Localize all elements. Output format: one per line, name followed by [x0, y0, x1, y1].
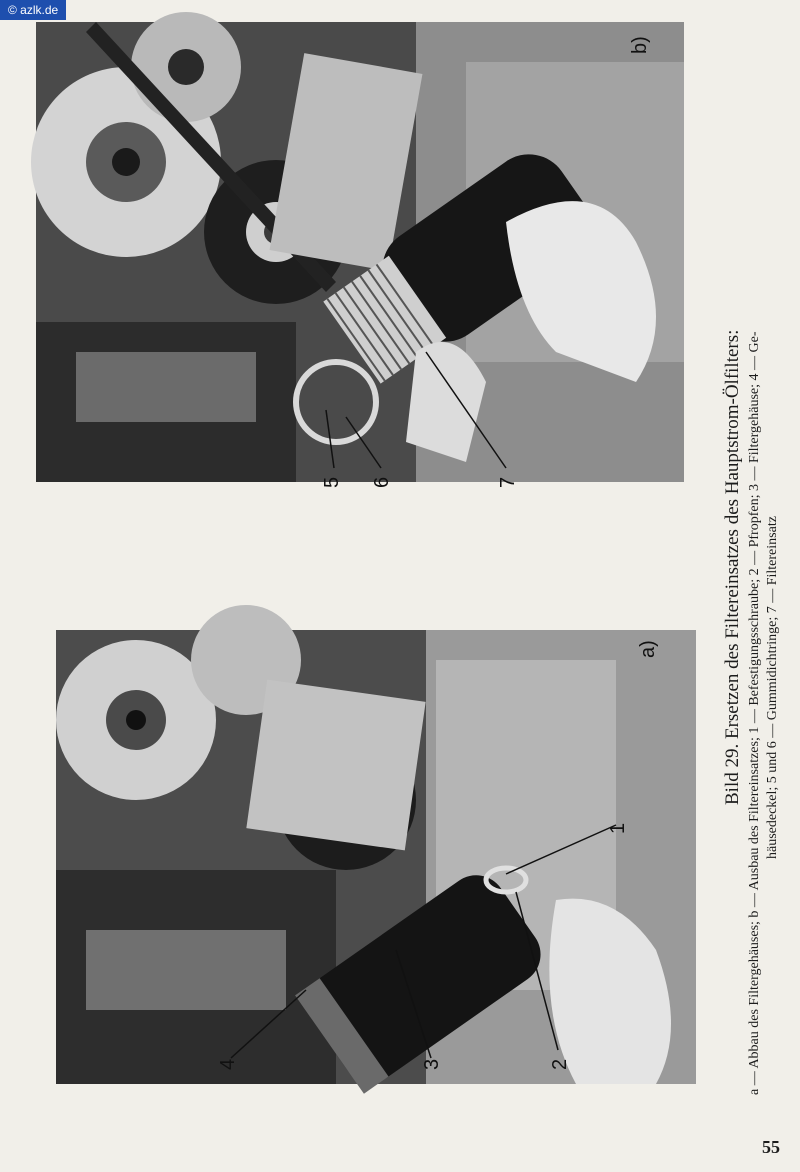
callout-7: 7 — [497, 476, 519, 488]
caption-title: Bild 29. Ersetzen des Filtereinsatzes des Hauptstrom-Ölfilters: — [722, 329, 743, 805]
callout-5: 5 — [321, 476, 343, 488]
photo-a-filter-housing-removal — [56, 630, 696, 1084]
callout-3: 3 — [421, 1058, 443, 1070]
callout-6: 6 — [371, 476, 393, 488]
callout-2: 2 — [549, 1058, 571, 1070]
watermark: © azlk.de — [0, 0, 66, 20]
page-number: 55 — [762, 1137, 780, 1157]
photo-a-panel-label: a) — [637, 640, 659, 658]
photo-a-illustration — [56, 630, 696, 1084]
callout-4: 4 — [217, 1058, 239, 1070]
caption-legend-line-1: a — Abbau des Filtergehäuses; b — Ausbau des Filtereinsatzes; 1 — Befestigungsschraube; 2 — Pfropfen; 3 — Filtergehäuse; 4 — Ge- — [747, 331, 762, 1095]
callout-1: 1 — [607, 822, 629, 834]
photo-b-filter-insert-removal — [36, 22, 684, 488]
figure-caption — [722, 0, 782, 1095]
caption-legend-line-2: häusedeckel; 5 und 6 — Gummidichtringe; 7 — Filtereinsatz — [765, 516, 780, 859]
photo-b-panel-label: b) — [629, 36, 651, 54]
photo-b-illustration — [36, 22, 684, 488]
